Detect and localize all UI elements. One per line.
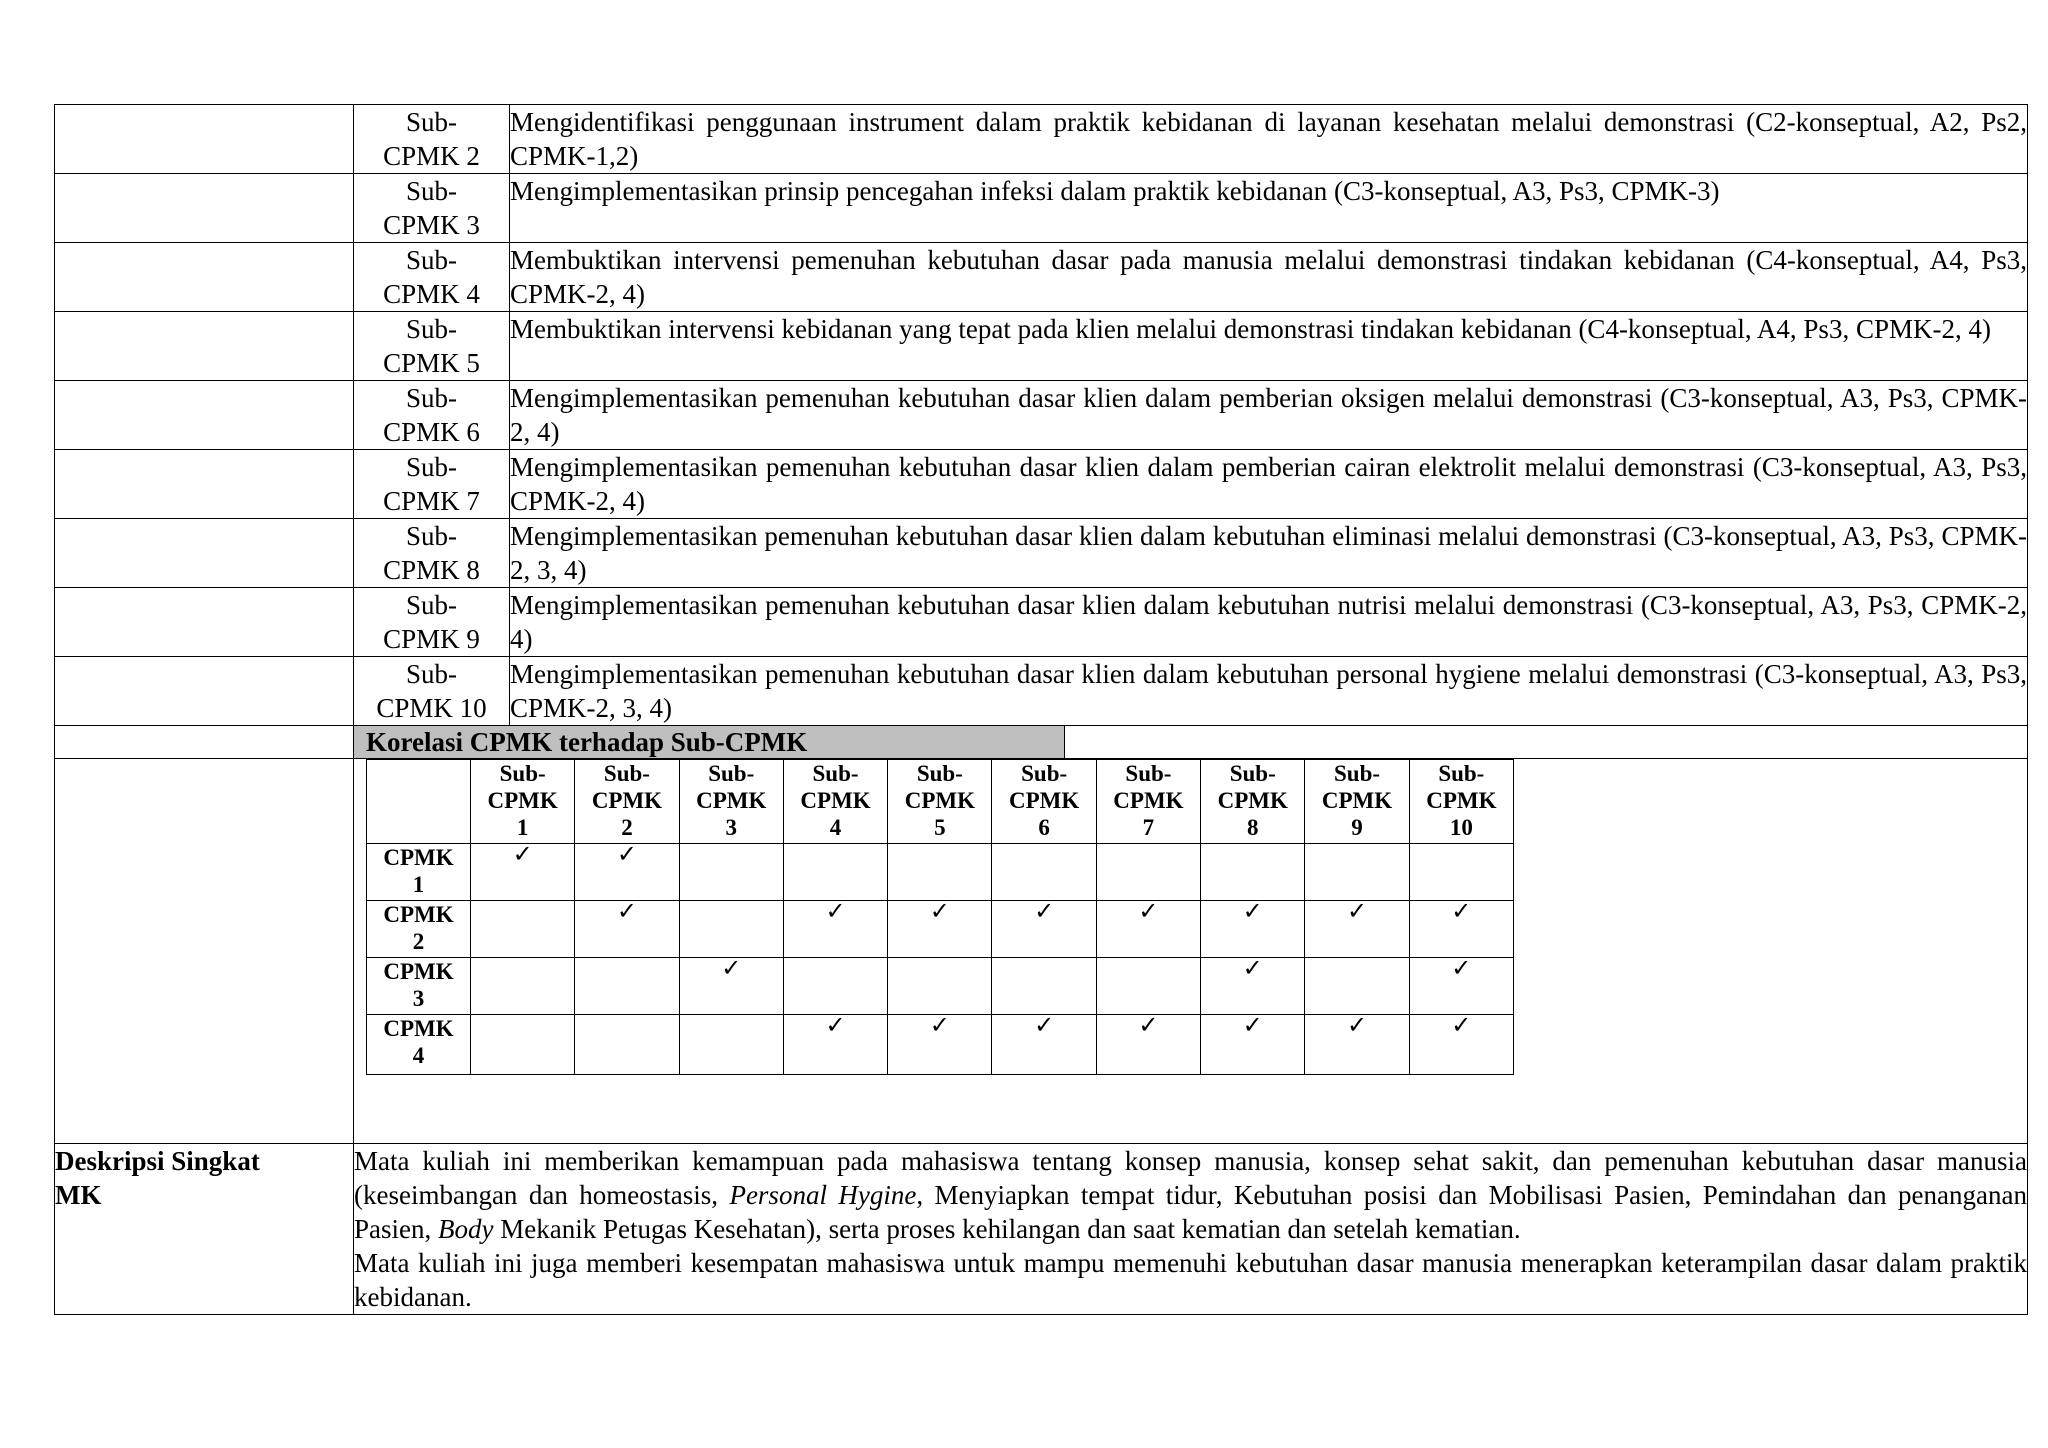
matrix-column-header-l1: Sub- (708, 761, 755, 786)
matrix-cell (1096, 844, 1200, 901)
matrix-cell (992, 844, 1096, 901)
matrix-column-header (888, 760, 992, 844)
korelasi-matrix (366, 759, 1514, 1075)
deskripsi-row (55, 1144, 2028, 1315)
matrix-column-header (783, 760, 887, 844)
matrix-cell (1409, 844, 1513, 901)
matrix-cell (1305, 901, 1409, 958)
sub-cpmk-code-bottom: CPMK 9 (383, 624, 480, 654)
sub-cpmk-description: Membuktikan intervensi kebidanan yang tepat pada klien melalui demonstrasi tindakan kebidanan (C4-konseptual, A4, Ps3, CPMK-2, 4) (510, 312, 2028, 381)
matrix-column-header (1409, 760, 1513, 844)
matrix-cell (888, 1015, 992, 1075)
matrix-cell (575, 1015, 679, 1075)
sub-cpmk-row (55, 105, 2028, 174)
empty-label-cell (55, 519, 354, 588)
korelasi-heading-row (55, 726, 2028, 759)
check-mark-icon: ✓ (1451, 1013, 1472, 1039)
sub-cpmk-description: Membuktikan intervensi pemenuhan kebutuhan dasar pada manusia melalui demonstrasi tindakan kebidanan (C4-konseptual, A4, Ps3, CPMK-2, 4) (510, 243, 2028, 312)
matrix-column-header-l3: 6 (1038, 815, 1050, 840)
sub-cpmk-code-top: Sub- (405, 176, 457, 206)
matrix-column-header-l2: CPMK (800, 788, 871, 813)
matrix-row-header (367, 844, 471, 901)
matrix-column-header-l2: CPMK (1321, 788, 1393, 813)
sub-cpmk-row (55, 657, 2028, 726)
empty-label-cell (55, 174, 354, 243)
matrix-row-header-l1: CPMK (383, 902, 454, 927)
matrix-column-header-l1: Sub- (499, 761, 546, 786)
sub-cpmk-code-bottom: CPMK 3 (383, 210, 480, 240)
sub-cpmk-row (55, 243, 2028, 312)
check-mark-icon: ✓ (512, 842, 533, 868)
matrix-cell (575, 958, 679, 1015)
matrix-column-header (1096, 760, 1200, 844)
sub-cpmk-code (354, 519, 510, 588)
matrix-cell (1201, 1015, 1305, 1075)
matrix-cell (471, 1015, 575, 1075)
matrix-cell (575, 844, 679, 901)
sub-cpmk-code-top: Sub- (405, 590, 457, 620)
matrix-column-header-l1: Sub- (916, 761, 963, 786)
korelasi-heading: Korelasi CPMK terhadap Sub-CPMK (354, 726, 1065, 758)
matrix-cell (1305, 844, 1409, 901)
matrix-column-header-l1: Sub- (603, 761, 650, 786)
matrix-column-header-l1: Sub- (1229, 761, 1276, 786)
sub-cpmk-description: Mengidentifikasi penggunaan instrument dalam praktik kebidanan di layanan kesehatan melalui demonstrasi (C2-konseptual, A2, Ps2, CPMK-1,2) (510, 105, 2028, 174)
matrix-cell (1305, 958, 1409, 1015)
deskripsi-p1-part-a: Mata kuliah ini memberikan kemampuan pada mahasiswa tentang konsep manusia, konsep sehat sakit, dan pemenuhan kebutuhan dasar manusia (keseimbangan dan homeostasis, (354, 1146, 2027, 1210)
sub-cpmk-code (354, 243, 510, 312)
matrix-column-header-l1: Sub- (1334, 761, 1381, 786)
sub-cpmk-code-top: Sub- (405, 314, 457, 344)
korelasi-heading-cell (354, 726, 2028, 759)
matrix-column-header-l1: Sub- (1125, 761, 1172, 786)
sub-cpmk-description: Mengimplementasikan pemenuhan kebutuhan dasar klien dalam kebutuhan personal hygiene melalui demonstrasi (C3-konseptual, A3, Ps3, CPMK-2, 3, 4) (510, 657, 2028, 726)
check-mark-icon: ✓ (1242, 1013, 1263, 1039)
matrix-column-header-l3: 9 (1351, 815, 1363, 840)
check-mark-icon: ✓ (1034, 899, 1055, 925)
matrix-column-header-l3: 8 (1246, 815, 1259, 840)
matrix-cell (471, 844, 575, 901)
matrix-header-row (367, 760, 1514, 844)
deskripsi-paragraph-1 (354, 1144, 2027, 1246)
sub-cpmk-description: Mengimplementasikan pemenuhan kebutuhan dasar klien dalam pemberian oksigen melalui demonstrasi (C3-konseptual, A3, Ps3, CPMK-2, 4) (510, 381, 2028, 450)
deskripsi-p1-italic-2: Body (438, 1214, 494, 1244)
matrix-column-header-l3: 4 (829, 815, 842, 840)
deskripsi-paragraph-2: Mata kuliah ini juga memberi kesempatan mahasiswa untuk mampu memenuhi kebutuhan dasar manusia menerapkan keterampilan dasar dalam praktik kebidanan. (354, 1248, 2027, 1312)
sub-cpmk-description: Mengimplementasikan pemenuhan kebutuhan dasar klien dalam kebutuhan nutrisi melalui demonstrasi (C3-konseptual, A3, Ps3, CPMK-2, 4) (510, 588, 2028, 657)
matrix-cell (992, 1015, 1096, 1075)
korelasi-matrix-row (55, 759, 2028, 1144)
deskripsi-p1-part-b: , Menyiapkan tempat tidur, Kebutuhan posisi dan Mobilisasi Pasien, Pemindahan dan penanganan Pasien, (354, 1180, 2027, 1244)
matrix-cell (1096, 901, 1200, 958)
check-mark-icon: ✓ (1138, 1013, 1159, 1039)
sub-cpmk-code-bottom: CPMK 5 (383, 348, 480, 378)
matrix-column-header-l2: CPMK (1426, 788, 1497, 813)
sub-cpmk-code-top: Sub- (405, 245, 457, 275)
matrix-cell (992, 958, 1096, 1015)
check-mark-icon: ✓ (1138, 899, 1159, 925)
sub-cpmk-code (354, 657, 510, 726)
empty-label-cell (55, 726, 354, 759)
matrix-row (367, 901, 1514, 958)
document-page (54, 104, 2028, 1315)
empty-label-cell (55, 450, 354, 519)
sub-cpmk-code (354, 450, 510, 519)
matrix-column-header (1305, 760, 1409, 844)
matrix-column-header-l1: Sub- (1438, 761, 1485, 786)
sub-cpmk-code-top: Sub- (405, 107, 457, 137)
matrix-row (367, 844, 1514, 901)
sub-cpmk-row (55, 312, 2028, 381)
matrix-row-header-l1: CPMK (383, 959, 454, 984)
sub-cpmk-row (55, 588, 2028, 657)
matrix-column-header (1201, 760, 1305, 844)
matrix-row-header-l2: 3 (412, 986, 425, 1011)
matrix-row (367, 958, 1514, 1015)
matrix-column-header-l2: CPMK (1217, 788, 1288, 813)
empty-label-cell (55, 312, 354, 381)
check-mark-icon: ✓ (1242, 956, 1263, 982)
matrix-cell (1096, 1015, 1200, 1075)
matrix-cell (679, 901, 783, 958)
sub-cpmk-code-bottom: CPMK 7 (383, 486, 480, 516)
check-mark-icon: ✓ (825, 899, 846, 925)
matrix-column-header-l3: 7 (1142, 815, 1155, 840)
matrix-cell (783, 1015, 887, 1075)
matrix-column-header-l2: CPMK (487, 788, 558, 813)
matrix-cell (1201, 844, 1305, 901)
matrix-cell (471, 901, 575, 958)
check-mark-icon: ✓ (616, 899, 637, 925)
matrix-column-header (471, 760, 575, 844)
matrix-row-header (367, 1015, 471, 1075)
sub-cpmk-code (354, 588, 510, 657)
matrix-cell (888, 901, 992, 958)
matrix-column-header-l2: CPMK (904, 788, 975, 813)
check-mark-icon: ✓ (616, 842, 637, 868)
matrix-cell (575, 901, 679, 958)
sub-cpmk-row (55, 174, 2028, 243)
matrix-cell (992, 901, 1096, 958)
matrix-cell (679, 844, 783, 901)
check-mark-icon: ✓ (1242, 899, 1263, 925)
matrix-column-header-l2: CPMK (591, 788, 663, 813)
sub-cpmk-row (55, 381, 2028, 450)
matrix-column-header (992, 760, 1096, 844)
check-mark-icon: ✓ (825, 1013, 846, 1039)
deskripsi-text (354, 1144, 2028, 1315)
matrix-cell (783, 844, 887, 901)
matrix-cell (471, 958, 575, 1015)
sub-cpmk-code-top: Sub- (405, 659, 457, 689)
sub-cpmk-code-top: Sub- (405, 452, 457, 482)
matrix-column-header-l3: 5 (934, 815, 946, 840)
sub-cpmk-code-top: Sub- (405, 383, 457, 413)
sub-cpmk-description: Mengimplementasikan pemenuhan kebutuhan dasar klien dalam kebutuhan eliminasi melalui demonstrasi (C3-konseptual, A3, Ps3, CPMK-2, 3, 4) (510, 519, 2028, 588)
matrix-row-header (367, 958, 471, 1015)
matrix-cell (1409, 901, 1513, 958)
matrix-cell (1201, 901, 1305, 958)
sub-cpmk-code (354, 105, 510, 174)
deskripsi-label-line2: MK (55, 1180, 102, 1210)
check-mark-icon: ✓ (1346, 1013, 1368, 1039)
korelasi-matrix-cell (354, 759, 2028, 1144)
deskripsi-p1-italic-1: Personal Hygine (729, 1180, 917, 1210)
rps-table (54, 104, 2028, 1315)
sub-cpmk-code (354, 174, 510, 243)
matrix-column-header-l3: 3 (725, 815, 737, 840)
matrix-column-header (679, 760, 783, 844)
matrix-row (367, 1015, 1514, 1075)
matrix-column-header-l3: 10 (1449, 815, 1473, 840)
matrix-cell (1305, 1015, 1409, 1075)
sub-cpmk-code-bottom: CPMK 10 (376, 693, 487, 723)
matrix-cell (1409, 1015, 1513, 1075)
matrix-cell (1409, 958, 1513, 1015)
sub-cpmk-row (55, 519, 2028, 588)
matrix-column-header-l2: CPMK (1113, 788, 1184, 813)
matrix-column-header-l2: CPMK (696, 788, 767, 813)
deskripsi-label (55, 1144, 354, 1315)
sub-cpmk-code (354, 381, 510, 450)
matrix-cell (679, 958, 783, 1015)
sub-cpmk-description: Mengimplementasikan pemenuhan kebutuhan dasar klien dalam pemberian cairan elektrolit melalui demonstrasi (C3-konseptual, A3, Ps3, CPMK-2, 4) (510, 450, 2028, 519)
empty-label-cell (55, 759, 354, 1144)
matrix-column-header-l3: 2 (621, 815, 633, 840)
matrix-row-header-l2: 1 (412, 872, 425, 897)
empty-label-cell (55, 243, 354, 312)
empty-label-cell (55, 105, 354, 174)
check-mark-icon: ✓ (1451, 899, 1472, 925)
sub-cpmk-code-bottom: CPMK 6 (383, 417, 480, 447)
sub-cpmk-row (55, 450, 2028, 519)
check-mark-icon: ✓ (721, 956, 742, 982)
check-mark-icon: ✓ (1346, 899, 1368, 925)
matrix-cell (1201, 958, 1305, 1015)
sub-cpmk-code-bottom: CPMK 4 (383, 279, 480, 309)
matrix-row-header (367, 901, 471, 958)
sub-cpmk-code-bottom: CPMK 2 (383, 141, 480, 171)
matrix-column-header-l3: 1 (516, 815, 529, 840)
check-mark-icon: ✓ (1451, 956, 1472, 982)
matrix-cell (679, 1015, 783, 1075)
matrix-column-header-l2: CPMK (1009, 788, 1080, 813)
matrix-column-header (575, 760, 679, 844)
sub-cpmk-description: Mengimplementasikan prinsip pencegahan infeksi dalam praktik kebidanan (C3-konseptual, A3, Ps3, CPMK-3) (510, 174, 2028, 243)
check-mark-icon: ✓ (1034, 1013, 1055, 1039)
matrix-cell (1096, 958, 1200, 1015)
empty-label-cell (55, 657, 354, 726)
deskripsi-p1-part-c: Mekanik Petugas Kesehatan), serta proses kehilangan dan saat kematian dan setelah kematian. (493, 1214, 1521, 1244)
matrix-row-header-l2: 2 (412, 929, 425, 954)
sub-cpmk-code-top: Sub- (405, 521, 457, 551)
matrix-cell (888, 958, 992, 1015)
matrix-cell (783, 958, 887, 1015)
check-mark-icon: ✓ (929, 1013, 950, 1039)
matrix-row-header-l2: 4 (412, 1043, 425, 1068)
matrix-corner-cell (367, 760, 471, 844)
matrix-row-header-l1: CPMK (383, 845, 454, 870)
matrix-cell (888, 844, 992, 901)
empty-label-cell (55, 588, 354, 657)
deskripsi-label-line1: Deskripsi Singkat (55, 1146, 260, 1176)
sub-cpmk-code (354, 312, 510, 381)
matrix-cell (783, 901, 887, 958)
matrix-column-header-l1: Sub- (1021, 761, 1068, 786)
matrix-column-header-l1: Sub- (812, 761, 859, 786)
empty-label-cell (55, 381, 354, 450)
matrix-row-header-l1: CPMK (383, 1016, 454, 1041)
sub-cpmk-code-bottom: CPMK 8 (383, 555, 480, 585)
check-mark-icon: ✓ (929, 899, 950, 925)
